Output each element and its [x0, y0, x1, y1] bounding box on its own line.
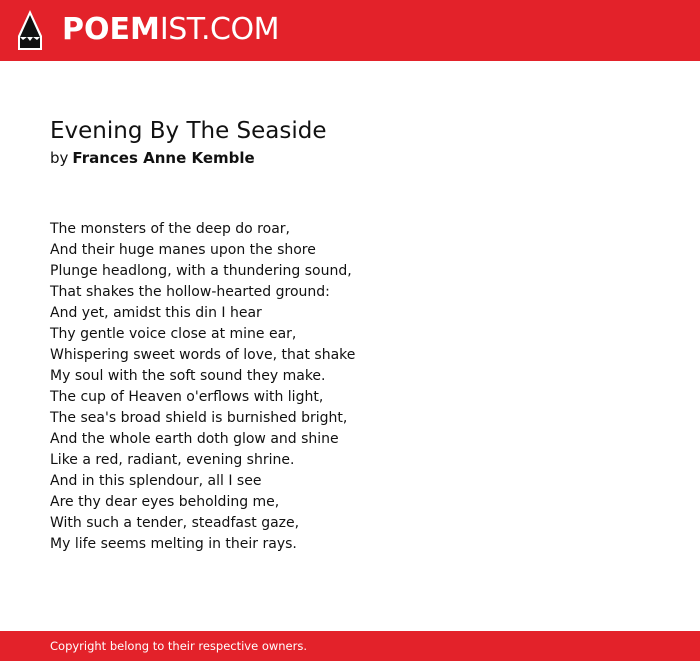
poem-line: And the whole earth doth glow and shine — [50, 431, 339, 447]
poem-line: Like a red, radiant, evening shrine. — [50, 452, 295, 468]
poem-line: And their huge manes upon the shore — [50, 242, 316, 258]
pencil-icon — [17, 9, 43, 51]
poem-body — [50, 219, 670, 555]
poem-line: Plunge headlong, with a thundering sound, — [50, 263, 352, 279]
poem-line: With such a tender, steadfast gaze, — [50, 515, 300, 531]
poem-title: Evening By The Seaside — [50, 118, 327, 144]
poem-line: And in this splendour, all I see — [50, 473, 262, 489]
poem-line: The cup of Heaven o'erflows with light, — [50, 389, 324, 405]
site-header — [0, 0, 700, 61]
poem-line: Whispering sweet words of love, that shake — [50, 347, 356, 363]
poem-line: My life seems melting in their rays. — [50, 536, 297, 552]
poem-line: The monsters of the deep do roar, — [50, 221, 290, 237]
poem-line: Are thy dear eyes beholding me, — [50, 494, 280, 510]
poem-line: That shakes the hollow-hearted ground: — [50, 284, 330, 300]
poem-line: The sea's broad shield is burnished bright, — [50, 410, 348, 426]
logo-text-light: IST.COM — [159, 12, 279, 47]
author-name: Frances Anne Kemble — [72, 149, 255, 167]
site-logo[interactable] — [62, 12, 279, 48]
poem-line: And yet, amidst this din I hear — [50, 305, 262, 321]
copyright-text: Copyright belong to their respective owners. — [50, 639, 308, 653]
poem-line: Thy gentle voice close at mine ear, — [50, 326, 297, 342]
byline-prefix: by — [50, 149, 69, 167]
poem-line: My soul with the soft sound they make. — [50, 368, 326, 384]
logo-text-bold: POEM — [62, 12, 160, 47]
byline — [50, 148, 255, 168]
site-footer — [0, 631, 700, 661]
